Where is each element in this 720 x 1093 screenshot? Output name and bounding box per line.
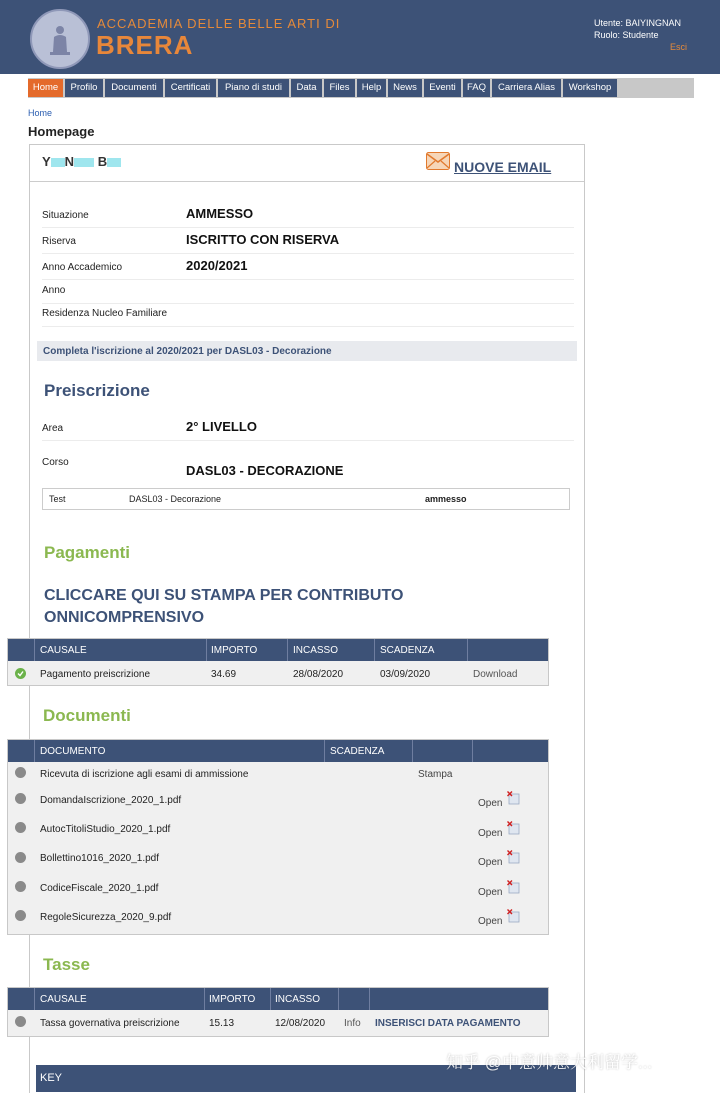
open-link[interactable]: Open [478, 828, 503, 839]
test-result-row [42, 488, 570, 510]
test-result: ammesso [425, 494, 467, 504]
open-link[interactable]: Open [478, 798, 503, 809]
column-header: INCASSO [293, 645, 339, 656]
document-name: DomandaIscrizione_2020_1.pdf [40, 795, 182, 806]
page-title: Homepage [28, 124, 95, 139]
column-header: CAUSALE [40, 645, 87, 656]
redaction-mask [107, 158, 121, 167]
academy-seal-logo[interactable] [30, 9, 90, 69]
row-bullet-icon [15, 910, 26, 921]
info-label: Residenza Nucleo Familiare [42, 308, 168, 319]
test-course: DASL03 - Decorazione [129, 494, 222, 504]
document-name: Bollettino1016_2020_1.pdf [40, 853, 159, 864]
logo-title: BRERA [96, 30, 194, 60]
nav-profilo[interactable]: Profilo [65, 79, 103, 97]
section-title-preiscrizione: Preiscrizione [44, 381, 150, 400]
info-value: ISCRITTO CON RISERVA [186, 232, 340, 247]
student-panel [29, 144, 585, 1093]
contributo-link[interactable] [44, 585, 403, 629]
documents-table [7, 739, 549, 935]
info-row-residenza [42, 302, 574, 327]
taxes-table [7, 987, 549, 1037]
broken-image-icon[interactable] [507, 880, 520, 894]
info-value: DASL03 - DECORAZIONE [186, 463, 344, 478]
new-email-link[interactable]: NUOVE EMAIL [454, 159, 552, 175]
download-link[interactable]: Download [473, 669, 518, 680]
row-bullet-icon [15, 793, 26, 804]
user-role: Ruolo: Studente [594, 30, 659, 40]
tax-info-link[interactable]: Info [344, 1018, 361, 1029]
info-label: Riserva [42, 236, 76, 247]
logout-link[interactable]: Esci [670, 42, 688, 52]
nav-certificati[interactable]: Certificati [165, 79, 216, 97]
info-label: Area [42, 423, 64, 434]
key-label: KEY [40, 1072, 63, 1084]
payment-importo: 34.69 [211, 669, 237, 680]
section-title-documenti: Documenti [43, 706, 131, 725]
info-label: Corso [42, 457, 69, 468]
nav-documenti[interactable]: Documenti [105, 79, 163, 97]
open-link[interactable]: Open [478, 916, 503, 927]
info-row-riserva [42, 229, 574, 254]
info-value: 2020/2021 [186, 258, 248, 273]
breadcrumb-home[interactable]: Home [28, 108, 53, 118]
info-row-anno-accademico [42, 255, 574, 280]
info-row-anno [42, 279, 574, 304]
nav-workshop[interactable]: Workshop [563, 79, 617, 97]
broken-image-icon[interactable] [507, 909, 520, 923]
enrollment-notice-text: Completa l'iscrizione al 2020/2021 per DASL03 - Decorazione [43, 346, 332, 357]
column-header: IMPORTO [209, 994, 256, 1005]
nav-help[interactable]: Help [357, 79, 386, 97]
payment-scadenza: 03/09/2020 [380, 669, 431, 680]
taxes-table-header [8, 988, 548, 1010]
info-row-corso [42, 454, 574, 482]
student-name-initial: Y [42, 154, 51, 169]
column-header: IMPORTO [211, 645, 258, 656]
column-header: SCADENZA [380, 645, 435, 656]
document-name: CodiceFiscale_2020_1.pdf [40, 883, 159, 894]
user-info [594, 17, 688, 52]
documents-table-header [8, 740, 548, 762]
row-bullet-icon [15, 1016, 26, 1027]
row-bullet-icon [15, 822, 26, 833]
broken-image-icon[interactable] [507, 791, 520, 805]
section-title-tasse: Tasse [43, 955, 90, 974]
student-name [42, 154, 121, 169]
redaction-mask [74, 158, 94, 167]
test-label: Test [49, 494, 66, 504]
document-name: RegoleSicurezza_2020_9.pdf [40, 912, 172, 923]
info-value: 2° LIVELLO [186, 419, 257, 434]
payments-table-header [8, 639, 548, 661]
payment-incasso: 28/08/2020 [293, 669, 344, 680]
info-row-area [42, 416, 574, 441]
logo-subtitle: ACCADEMIA DELLE BELLE ARTI DI [97, 16, 341, 31]
contributo-line-2: ONNICOMPRENSIVO [44, 609, 205, 626]
nav-faq[interactable]: FAQ [463, 79, 490, 97]
broken-image-icon[interactable] [507, 821, 520, 835]
nav-carriera-alias[interactable]: Carriera Alias [492, 79, 561, 97]
student-name-middle: N [64, 154, 75, 169]
row-bullet-icon [15, 767, 26, 778]
section-title-pagamenti: Pagamenti [44, 543, 130, 562]
open-link[interactable]: Open [478, 857, 503, 868]
payments-table [7, 638, 549, 686]
contributo-line-1: CLICCARE QUI SU STAMPA PER CONTRIBUTO [44, 587, 404, 604]
row-bullet-icon [15, 881, 26, 892]
tax-incasso: 12/08/2020 [275, 1018, 326, 1029]
column-header: SCADENZA [330, 746, 385, 757]
info-label: Anno Accademico [42, 262, 123, 273]
open-link[interactable]: Open [478, 887, 503, 898]
user-name: Utente: BAIYINGNAN [594, 18, 682, 28]
paid-ok-icon [15, 668, 26, 679]
row-bullet-icon [15, 852, 26, 863]
nav-piano-di-studi[interactable]: Piano di studi [218, 79, 289, 97]
info-row-situazione [42, 203, 574, 228]
seated-figure-icon [40, 19, 80, 59]
student-name-last: B [97, 154, 108, 169]
tax-importo: 15.13 [209, 1018, 235, 1029]
document-name: AutocTitoliStudio_2020_1.pdf [40, 824, 171, 835]
watermark: 知乎 @中意帅意大利留学... [446, 1053, 653, 1072]
document-name: Ricevuta di iscrizione agli esami di ammissione [40, 769, 249, 780]
envelope-icon[interactable] [426, 152, 450, 170]
column-header: CAUSALE [40, 994, 87, 1005]
column-header: INCASSO [275, 994, 321, 1005]
nav-files[interactable]: Files [324, 79, 355, 97]
nav-news[interactable]: News [388, 79, 422, 97]
tax-causale: Tassa governativa preiscrizione [40, 1018, 180, 1029]
check-icon [17, 670, 24, 677]
column-header: DOCUMENTO [40, 746, 106, 757]
nav-home[interactable]: Home [28, 79, 63, 97]
nav-data[interactable]: Data [291, 79, 322, 97]
enrollment-notice[interactable] [37, 341, 577, 361]
info-label: Situazione [42, 210, 89, 221]
student-name-bar [30, 145, 584, 182]
redaction-mask [51, 158, 65, 167]
insert-payment-date-link[interactable]: INSERISCI DATA PAGAMENTO [375, 1018, 521, 1029]
site-header [0, 0, 720, 74]
payment-causale: Pagamento preiscrizione [40, 669, 151, 680]
print-link[interactable]: Stampa [418, 769, 453, 780]
nav-eventi[interactable]: Eventi [424, 79, 461, 97]
broken-image-icon[interactable] [507, 850, 520, 864]
info-label: Anno [42, 285, 66, 296]
info-value: AMMESSO [186, 206, 254, 221]
main-nav [28, 78, 694, 98]
